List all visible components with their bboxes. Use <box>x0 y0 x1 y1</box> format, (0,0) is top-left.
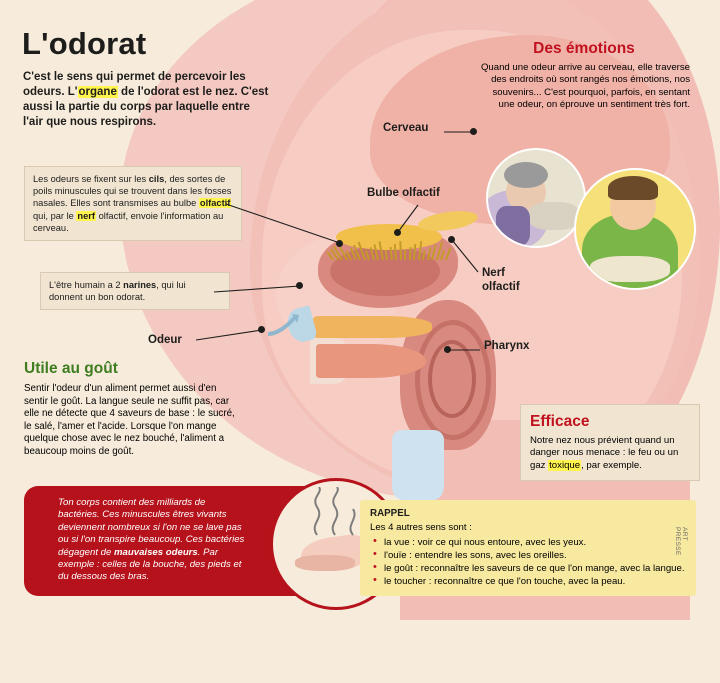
marker-narines <box>296 282 303 289</box>
callout-cils-text-3: qui, par le <box>33 210 77 221</box>
illustration-boy-eating <box>574 168 696 290</box>
label-odeur: Odeur <box>148 334 182 346</box>
panel-efficace-text-1: Notre nez nous prévient quand un danger nous menace : le feu ou un gaz <box>530 435 679 471</box>
label-bulbe-olfactif: Bulbe olfactif <box>367 187 440 199</box>
panel-utile-au-gout <box>24 360 240 459</box>
panel-emotions-title: Des émotions <box>533 40 635 57</box>
marker-nerf <box>448 236 455 243</box>
panel-bacteries-text-2: . Par exemple : celles de la bouche, des pieds et du dessous des bras. <box>58 546 242 583</box>
illustration-grandmother-cooking <box>486 148 586 248</box>
callout-cils-text-4: olfactif, envoie l'information au cerveau. <box>33 210 224 233</box>
callout-narines-bold-narines: narines <box>123 280 157 290</box>
panel-efficace-text-2: , par exemple. <box>581 459 642 471</box>
callout-cils-highlight-olfactif: olfactif <box>199 198 231 209</box>
callout-narines-text-1: L'être humain a 2 <box>49 280 124 290</box>
callout-cils-highlight-nerf: nerf <box>77 210 95 221</box>
list-item: • l'ouïe : entendre les sons, avec les oreilles. <box>382 549 686 562</box>
panel-rappel-subtitle: Les 4 autres sens sont : <box>370 522 472 533</box>
callout-cils-bold-cils: cils <box>148 174 165 184</box>
marker-cerveau <box>470 128 477 135</box>
marker-bulbe <box>394 229 401 236</box>
marker-pharynx <box>444 346 451 353</box>
panel-bacteries-bold-odeurs: mauvaises odeurs <box>114 546 198 558</box>
intro-text-1: C'est le sens qui permet de percevoir les odeurs. L' <box>23 71 246 98</box>
list-item: • la vue : voir ce qui nous entoure, avec les yeux. <box>382 536 686 549</box>
label-nerf-line2: olfactif <box>482 281 520 293</box>
panel-gout-text: Sentir l'odeur d'un aliment permet aussi d'en sentir le goût. La langue seule ne suffit pas, car elle ne détecte que 4 saveurs de base : le sucré, le salé, l'amer et l'acide. Lorsque l'on mange quelque chose avec le nez bouché, l'aliment a beaucoup moins de goût. <box>24 383 235 457</box>
panel-rappel <box>360 500 696 596</box>
marker-cils <box>336 240 343 247</box>
panel-emotions-text: Quand une odeur arrive au cerveau, elle traverse des endroits où sont rangés nos émotions, nos souvenirs... C'est pourquoi, parfois, en sentant une odeur, on éprouve un sentiment très fort. <box>480 62 690 111</box>
callout-cils-text-1: Les odeurs se fixent sur les <box>33 174 149 184</box>
list-item: • le toucher : reconnaître ce que l'on touche, avec la peau. <box>382 575 686 588</box>
panel-gout-title: Utile au goût <box>24 360 118 377</box>
panel-emotions <box>478 40 690 112</box>
panel-efficace-highlight-toxique: toxique <box>549 459 581 471</box>
panel-efficace-text <box>530 435 690 472</box>
callout-narines-text-2: , qui lui donnent un bon odorat. <box>49 280 186 303</box>
label-cerveau: Cerveau <box>383 122 429 134</box>
panel-efficace-title: Efficace <box>530 413 590 430</box>
marker-odeur <box>258 326 265 333</box>
intro-text-2: de l'odorat est le nez. C'est aussi la partie du corps par laquelle entre l'air que nous respirons. <box>23 86 269 128</box>
list-item: • le goût : reconnaître les saveurs de ce que l'on mange, avec la langue. <box>382 562 686 575</box>
smoke-icon <box>307 487 367 539</box>
panel-bacteries-text <box>58 497 246 584</box>
rappel-list <box>370 536 686 588</box>
intro-highlight-organe: organe <box>78 86 117 98</box>
panel-rappel-title: RAPPEL <box>370 508 410 519</box>
label-nerf-olfactif <box>482 266 520 294</box>
page-title: L'odorat <box>22 26 147 61</box>
panel-bacteries-text-1: Ton corps contient des milliards de bactéries. Ces minuscules êtres vivants deviennent nombreux si l'on ne se lave pas ou si l'on transpire beaucoup. Ces bactéries dégagent de <box>58 497 245 558</box>
callout-cils-text-2: , des sortes de poils minuscules qui se trouvent dans les fosses nasales. Elles sont transmises au bulbe <box>33 174 232 209</box>
label-nerf-line1: Nerf <box>482 267 506 279</box>
panel-efficace <box>520 404 700 481</box>
panel-bacteries <box>24 486 344 596</box>
credit-label: ART PRESSE <box>674 527 688 556</box>
label-pharynx: Pharynx <box>484 340 530 352</box>
